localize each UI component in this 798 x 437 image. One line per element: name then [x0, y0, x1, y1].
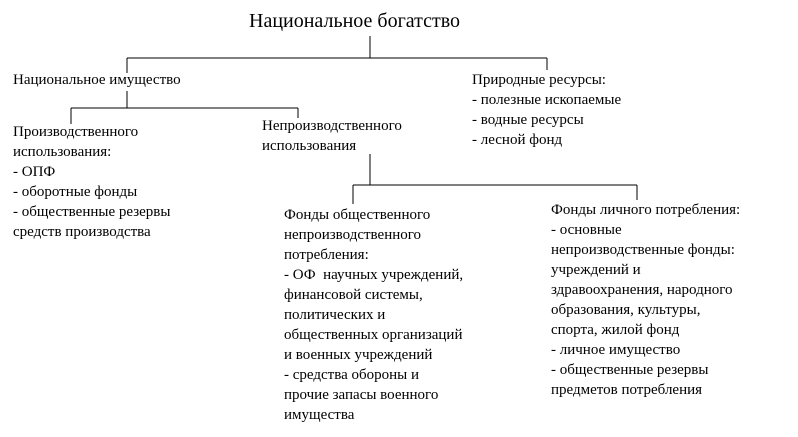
personal-funds-line: учреждений и — [551, 262, 641, 278]
personal-funds-line: - личное имущество — [551, 342, 681, 358]
natural-resources-label: Природные ресурсы: — [472, 72, 606, 88]
productive-use-line: - оборотные фонды — [13, 184, 138, 200]
national-property-node — [13, 70, 181, 90]
personal-funds-line: - общественные резервы — [551, 362, 709, 378]
public-funds-line: Фонды общественного — [284, 207, 431, 223]
personal-funds-line: непроизводственные фонды: — [551, 242, 735, 258]
public-funds-line: имущества — [284, 407, 355, 423]
public-funds-line: политических и — [284, 307, 386, 323]
public-funds-line: финансовой системы, — [284, 287, 423, 303]
public-funds-line: - средства обороны и — [284, 367, 420, 383]
productive-use-node — [13, 122, 170, 242]
personal-funds-line: образования, культуры, — [551, 302, 701, 318]
national-property-label: Национальное имущество — [13, 72, 181, 88]
personal-funds-line: Фонды личного потребления: — [551, 202, 741, 218]
nonproductive-use-line: использования — [262, 138, 357, 154]
natural-resources-node — [472, 70, 621, 150]
personal-funds-line: спорта, жилой фонд — [551, 322, 680, 338]
diagram-title: Национальное богатство — [249, 10, 461, 32]
public-funds-line: непроизводственного — [284, 227, 422, 243]
productive-use-line: средств производства — [13, 224, 151, 240]
productive-use-line: использования: — [13, 144, 112, 160]
nonproductive-use-node — [262, 116, 402, 156]
natural-resources-item: - лесной фонд — [472, 132, 563, 148]
public-funds-line: - ОФ научных учреждений, — [284, 267, 464, 283]
personal-funds-line: - основные — [551, 222, 622, 238]
personal-funds-node — [551, 200, 740, 400]
natural-resources-item: - водные ресурсы — [472, 112, 584, 128]
natural-resources-item: - полезные ископаемые — [472, 92, 622, 108]
public-funds-line: общественных организаций — [284, 327, 463, 343]
personal-funds-line: здравоохранения, народного — [551, 282, 733, 298]
productive-use-line: Производственного — [13, 124, 139, 140]
personal-funds-line: предметов потребления — [551, 382, 703, 398]
public-funds-node — [284, 205, 463, 425]
productive-use-line: - общественные резервы — [13, 204, 171, 220]
public-funds-line: прочие запасы военного — [284, 387, 439, 403]
public-funds-line: потребления: — [284, 247, 369, 263]
nonproductive-use-line: Непроизводственного — [262, 118, 402, 134]
productive-use-line: - ОПФ — [13, 164, 56, 180]
public-funds-line: и военных учреждений — [284, 347, 433, 363]
